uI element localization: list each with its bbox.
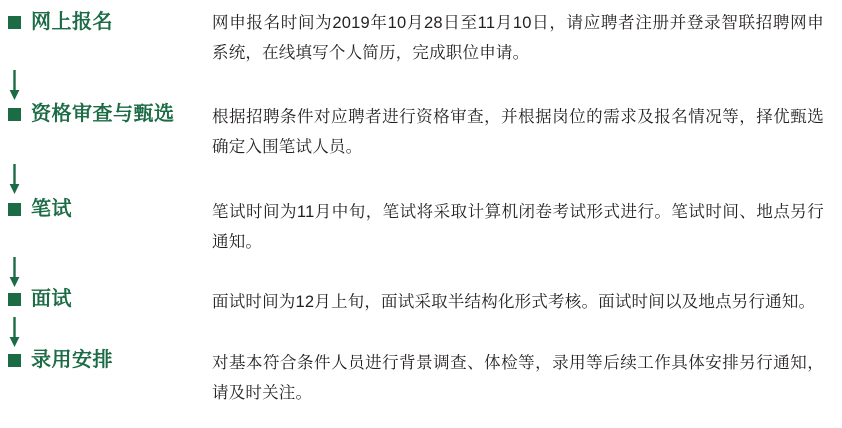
down-arrow-icon [8, 317, 21, 347]
flow-step [0, 8, 842, 68]
square-bullet-icon [8, 203, 21, 216]
flow-step-description: 对基本符合条件人员进行背景调查、体检等，录用等后续工作具体安排另行通知，请及时关注。 [212, 354, 824, 402]
flow-step-description: 网申报名时间为2019年10月28日至11月10日，请应聘者注册并登录智联招聘网申系统，在线填写个人简历，完成职位申请。 [212, 14, 824, 62]
flow-connector [0, 162, 212, 196]
flow-step-description: 根据招聘条件对应聘者进行资格审查，并根据岗位的需求及报名情况等，择优甄选确定入围笔试人员。 [212, 108, 824, 156]
flow-step-title: 录用安排 [31, 349, 113, 371]
flow-step [0, 197, 842, 257]
flow-connector [0, 317, 212, 347]
flow-step-header [0, 102, 212, 126]
flow-step-description: 面试时间为12月上旬，面试采取半结构化形式考核。面试时间以及地点另行通知。 [212, 293, 816, 311]
flow-step [0, 102, 842, 162]
flow-step-header [0, 8, 212, 34]
square-bullet-icon [8, 108, 21, 121]
down-arrow-icon [8, 70, 21, 100]
square-bullet-icon [8, 354, 21, 367]
flow-step-header [0, 348, 212, 372]
flow-connector [0, 257, 212, 287]
flow-step-title: 资格审查与甄选 [31, 103, 175, 125]
flow-step [0, 348, 842, 408]
square-bullet-icon [8, 293, 21, 306]
flow-step [0, 287, 842, 317]
down-arrow-icon [8, 257, 21, 287]
flow-step-header [0, 287, 212, 311]
flow-step-title: 面试 [31, 288, 72, 310]
flow-step-title: 网上报名 [31, 11, 113, 33]
square-bullet-icon [8, 16, 21, 29]
flow-step-description: 笔试时间为11月中旬，笔试将采取计算机闭卷考试形式进行。笔试时间、地点另行通知。 [212, 203, 824, 251]
flow-connector [0, 68, 212, 102]
flow-step-header [0, 197, 212, 221]
down-arrow-icon [8, 164, 21, 194]
flow-step-title: 笔试 [31, 198, 72, 220]
